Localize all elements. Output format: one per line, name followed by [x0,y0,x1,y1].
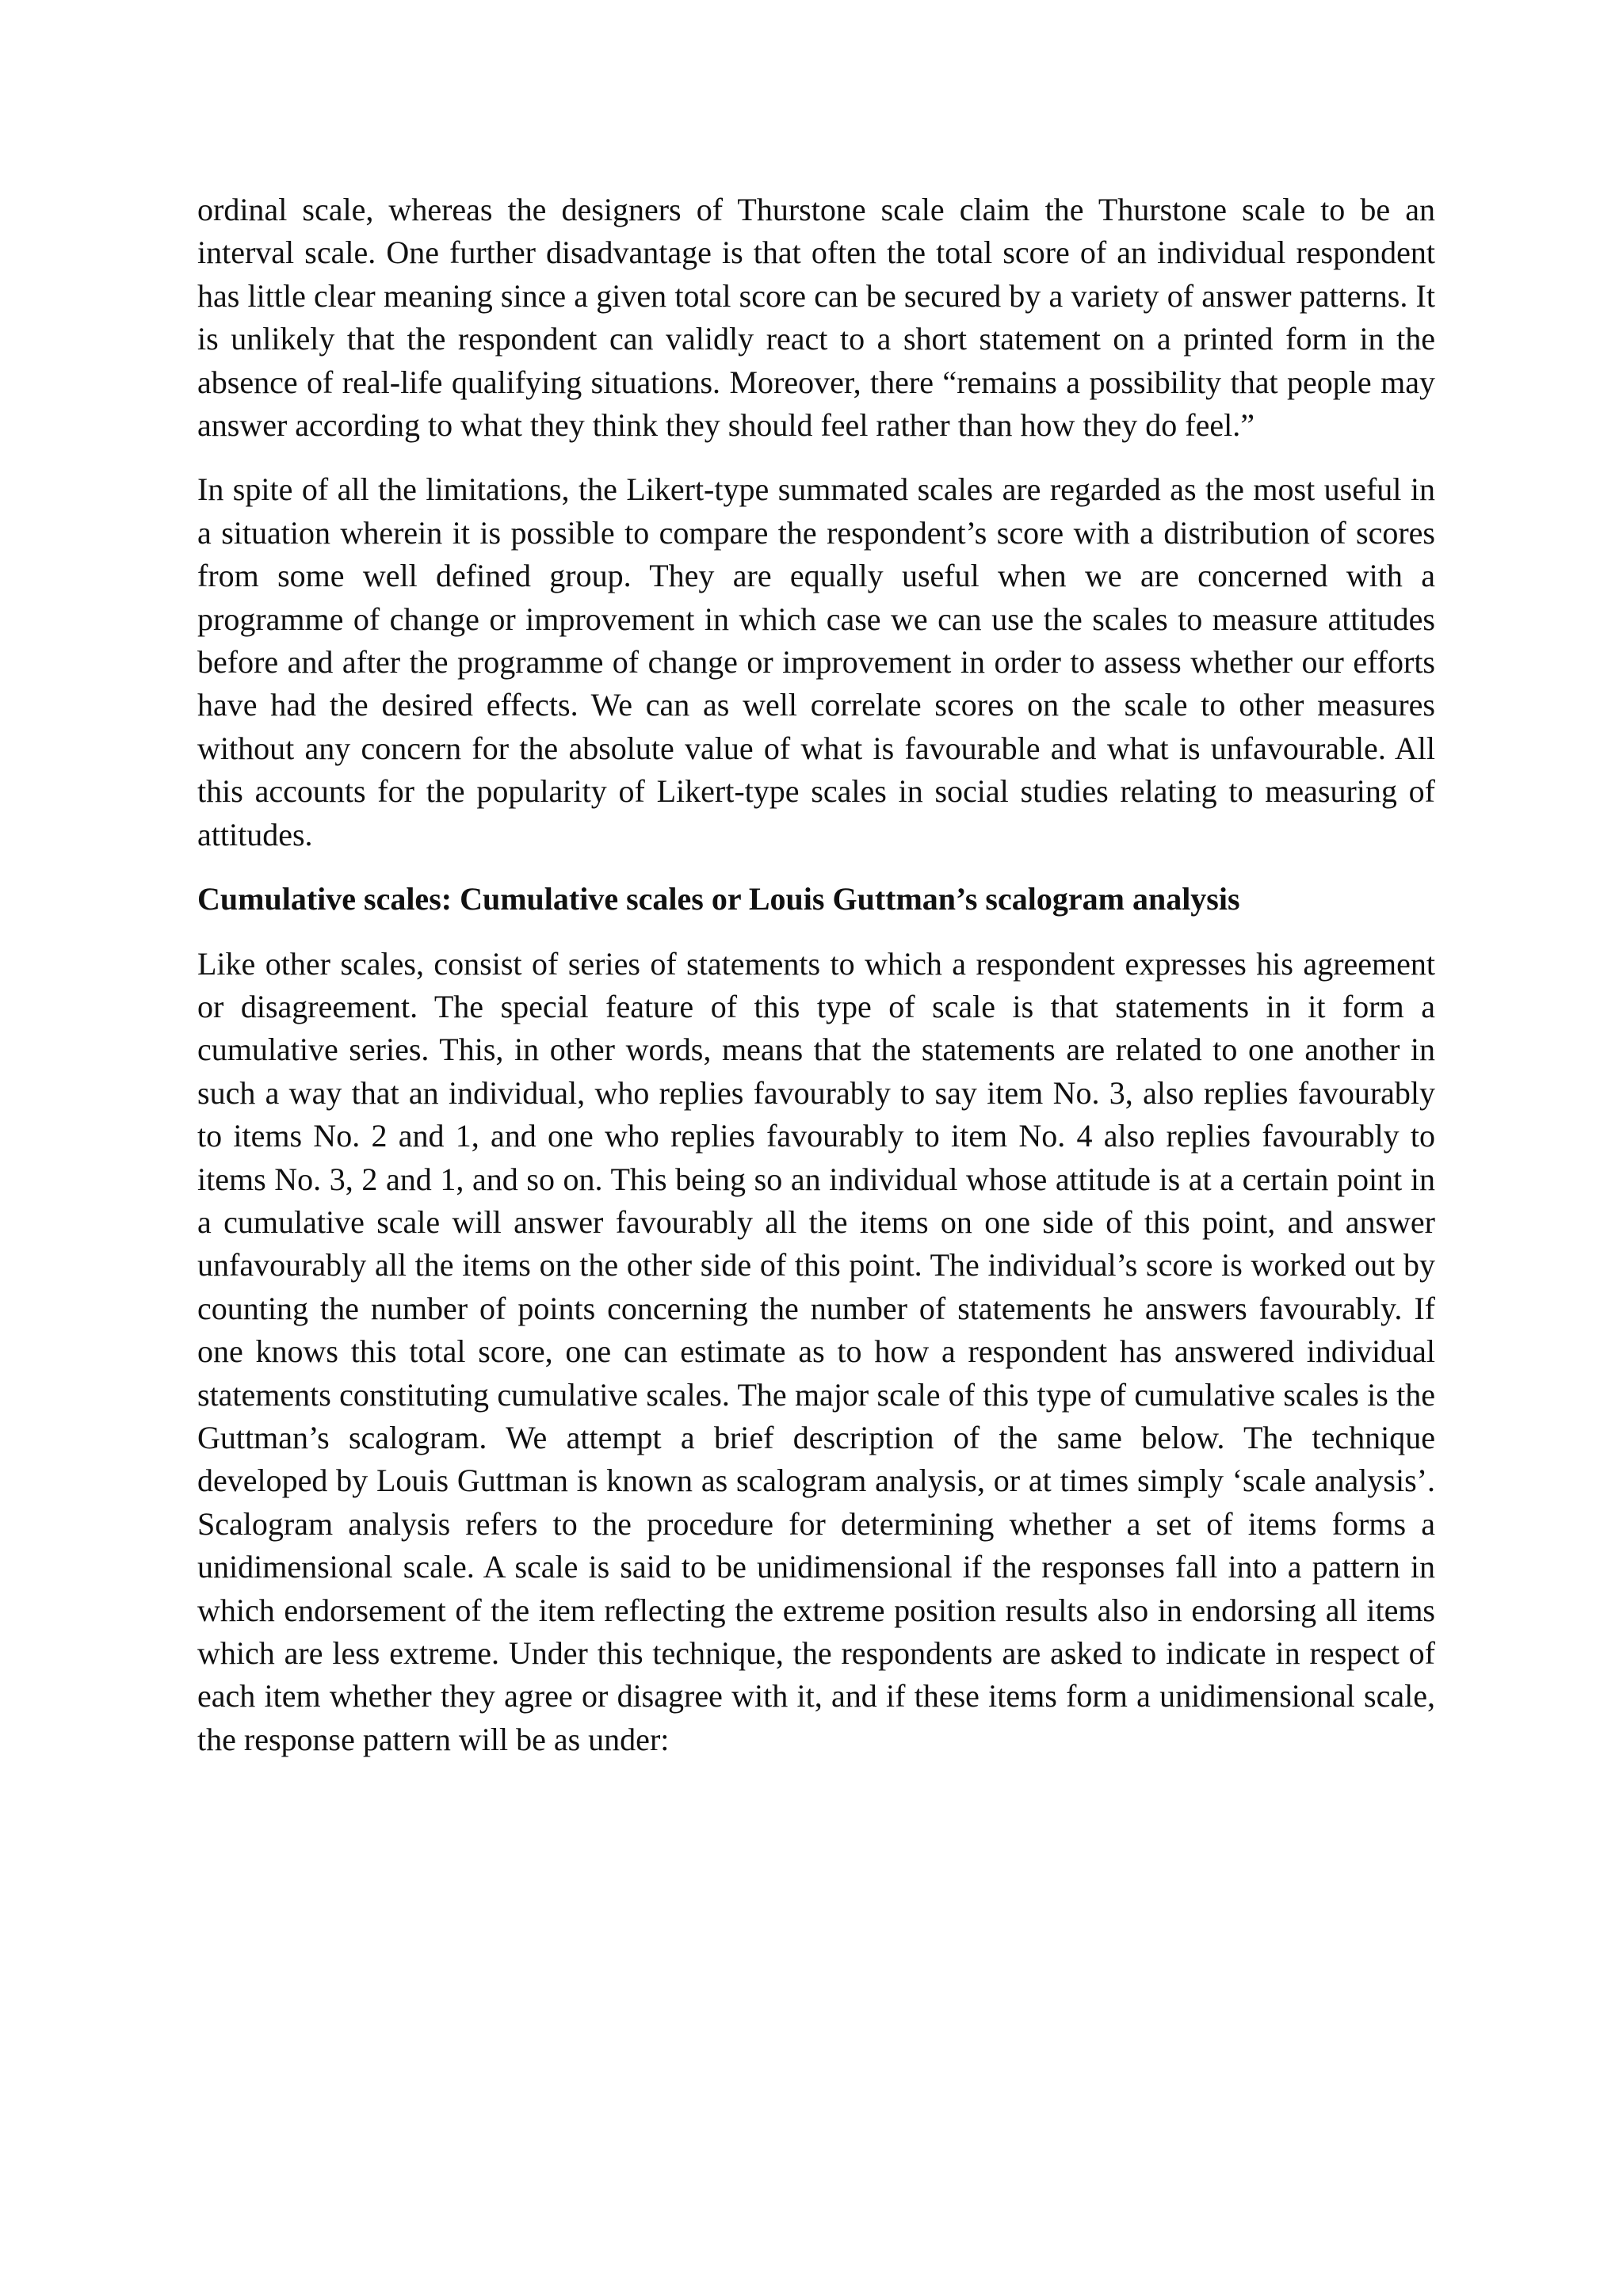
document-page [197,189,1435,1783]
paragraph-likert-usefulness: In spite of all the limitations, the Likert-type summated scales are regarded as the most useful in a situation wherein it is possible to compare the respondent’s score with a distribution of scores from some well defined group. They are equally useful when we are concerned with a programme of change or improvement in which case we can use the scales to measure attitudes before and after the programme of change or improvement in order to assess whether our efforts have had the desired effects. We can as well correlate scores on the scale to other measures without any concern for the absolute value of what is favourable and what is unfavourable. All this accounts for the popularity of Likert-type scales in social studies relating to measuring of attitudes. [197,471,1435,852]
paragraph-guttman-scalogram: Like other scales, consist of series of statements to which a respondent expresses his agreement or disagreement. The special feature of this type of scale is that statements in it form a cumulative series. This, in other words, means that the statements are related to one another in such a way that an individual, who replies favourably to say item No. 3, also replies favourably to items No. 2 and 1, and one who replies favourably to item No. 4 also replies favourably to items No. 3, 2 and 1, and so on. This being so an individual whose attitude is at a certain point in a cumulative scale will answer favourably all the items on one side of this point, and answer unfavourably all the items on the other side of this point. The individual’s score is worked out by counting the number of points concerning the number of statements he answers favourably. If one knows this total score, one can estimate as to how a respondent has answered individual statements constituting cumulative scales. The major scale of this type of cumulative scales is the Guttman’s scalogram. We attempt a brief description of the same below. The technique developed by Louis Guttman is known as scalogram analysis, or at times simply ‘scale analysis’. Scalogram analysis refers to the procedure for determining whether a set of items forms a unidimensional scale. A scale is said to be unidimensional if the responses fall into a pattern in which endorsement of the item reflecting the extreme position results also in endorsing all items which are less extreme. Under this technique, the respondents are asked to indicate in respect of each item whether they agree or disagree with it, and if these items form a unidimensional scale, the response pattern will be as under: [197,945,1435,1757]
section-heading-cumulative-scales: Cumulative scales: Cumulative scales or Louis Guttman’s scalogram analysis [197,881,1240,917]
paragraph-thurstone-comparison: ordinal scale, whereas the designers of Thurstone scale claim the Thurstone scale to be an interval scale. One further disadvantage is that often the total score of an individual respondent has little clear meaning since a given total score can be secured by a variety of answer patterns. It is unlikely that the respondent can validly react to a short statement on a printed form in the absence of real-life qualifying situations. Moreover, there “remains a possibility that people may answer according to what they think they should feel rather than how they do feel.” [197,192,1435,444]
